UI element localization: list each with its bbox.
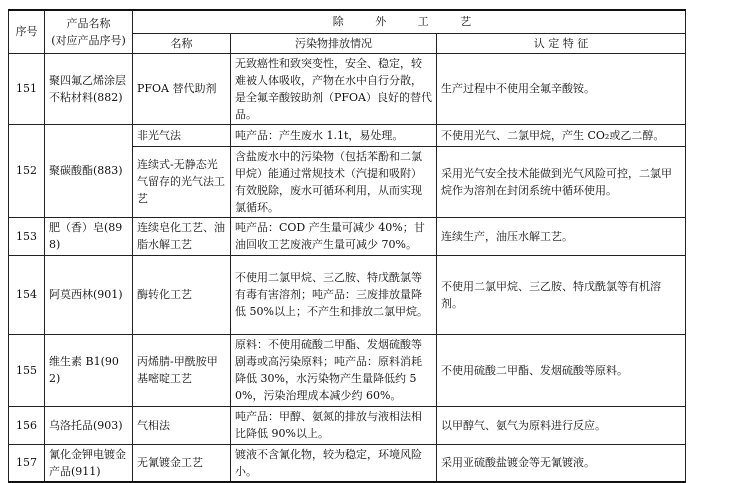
header-product-line1: 产品名称: [66, 16, 111, 30]
row-seq: 152: [9, 124, 45, 217]
row-seq: 151: [9, 53, 45, 124]
table-header: [9, 10, 686, 53]
process-pollution: 吨产品：COD 产生量可减少 40%；甘油回收工艺废液产生量可减少 70%。: [231, 217, 437, 255]
process-table: [8, 9, 686, 483]
process-table-wrapper: [8, 9, 686, 483]
process-pollution: 不使用二氯甲烷、三乙胺、特戊酰氯等有毒有害溶剂；吨产品：三废排放量降低 50%以上；不产生和排放二氯甲烷。: [231, 255, 437, 334]
process-name: PFOA 替代助剂: [133, 53, 231, 124]
header-pollution: 污染物排放情况: [231, 33, 437, 53]
table-row: [9, 124, 686, 146]
process-name: 非光气法: [133, 124, 231, 146]
row-seq: 156: [9, 406, 45, 444]
row-product: 维生素 B1(902): [45, 334, 133, 406]
row-seq: 154: [9, 255, 45, 334]
process-name: 连续皂化工艺、油脂水解工艺: [133, 217, 231, 255]
header-feature: 认 定 特 征: [437, 33, 686, 53]
row-seq: 153: [9, 217, 45, 255]
header-product-line2: (对应产品序号): [51, 33, 126, 47]
row-product: 聚四氟乙烯涂层不粘材料(882): [45, 53, 133, 124]
row-product: 聚碳酸酯(883): [45, 124, 133, 217]
process-pollution: 无致癌性和致突变性，安全、稳定，较难被人体吸收，产物在水中自行分散，是全氟辛酸铵助剂（PFOA）良好的替代品。: [231, 53, 437, 124]
process-name: 丙烯腈-甲酰胺甲基嘧啶工艺: [133, 334, 231, 406]
row-product: 乌洛托品(903): [45, 406, 133, 444]
header-name: 名称: [133, 33, 231, 53]
table-body: [9, 53, 686, 482]
table-row: [9, 53, 686, 124]
table-row: [9, 334, 686, 406]
process-feature: 不使用硫酸二甲酯、发烟硫酸等原料。: [437, 334, 686, 406]
process-name: 酶转化工艺: [133, 255, 231, 334]
row-seq: 155: [9, 334, 45, 406]
header-product: [45, 10, 133, 53]
row-product: 阿莫西林(901): [45, 255, 133, 334]
process-name: 无氰镀金工艺: [133, 444, 231, 482]
process-feature: 连续生产，油压水解工艺。: [437, 217, 686, 255]
header-process-group: 除 外 工 艺: [133, 10, 686, 33]
process-feature: 采用亚硫酸盐镀金等无氰镀液。: [437, 444, 686, 482]
process-pollution: 镀液不含氰化物，较为稳定，环境风险小。: [231, 444, 437, 482]
process-pollution: 原料：不使用硫酸二甲酯、发烟硫酸等剧毒或高污染原料；吨产品：原料消耗降低 30%，水污染物产生量降低约 50%，污染治理成本减少约 60%。: [231, 334, 437, 406]
header-seq: 序号: [9, 10, 45, 53]
row-product: 氰化金钾电镀金产品(911): [45, 444, 133, 482]
process-name: 连续式-无静态光气留存的光气法工艺: [133, 146, 231, 217]
process-feature: 以甲醇气、氨气为原料进行反应。: [437, 406, 686, 444]
process-feature: 采用光气安全技术能做到光气风险可控，二氯甲烷作为溶剂在封闭系统中循环使用。: [437, 146, 686, 217]
table-row: [9, 217, 686, 255]
process-feature: 生产过程中不使用全氟辛酸铵。: [437, 53, 686, 124]
table-row: [9, 406, 686, 444]
process-pollution: 含盐废水中的污染物（包括苯酚和二氯甲烷）能通过常规技术（汽提和吸附）有效脱除，废水可循环利用，从而实现氯循环。: [231, 146, 437, 217]
process-feature: 不使用光气、二氯甲烷，产生 CO₂或乙二醇。: [437, 124, 686, 146]
table-row: [9, 444, 686, 482]
table-row: [9, 255, 686, 334]
process-pollution: 吨产品：产生废水 1.1t，易处理。: [231, 124, 437, 146]
row-product: 肥（香）皂(898): [45, 217, 133, 255]
process-name: 气相法: [133, 406, 231, 444]
row-seq: 157: [9, 444, 45, 482]
process-feature: 不使用二氯甲烷、三乙胺、特戊酰氯等有机溶剂。: [437, 255, 686, 334]
process-pollution: 吨产品：甲醇、氨氮的排放与液相法相比降低 90%以上。: [231, 406, 437, 444]
